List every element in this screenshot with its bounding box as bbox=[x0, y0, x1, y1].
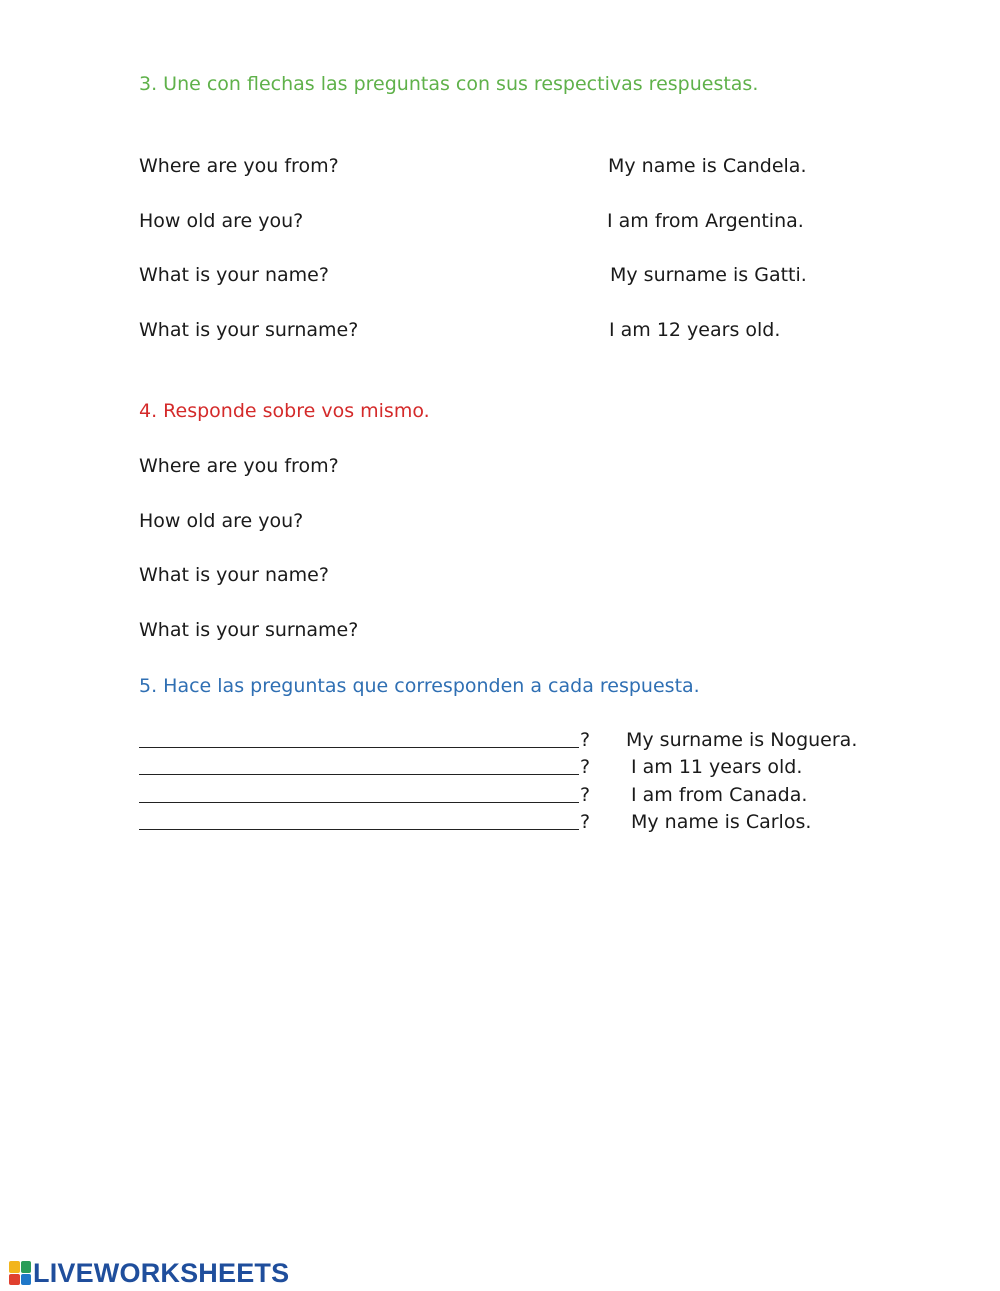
answer-blank-1[interactable] bbox=[139, 747, 579, 748]
section3-heading: 3. Une con flechas las preguntas con sus respectivas respuestas. bbox=[139, 73, 759, 95]
answer-blank-3[interactable] bbox=[139, 802, 579, 803]
question-mark-1: ? bbox=[580, 729, 591, 751]
section5-answer-1: My surname is Noguera. bbox=[626, 729, 858, 751]
section5-answer-2: I am 11 years old. bbox=[631, 756, 803, 778]
question-mark-2: ? bbox=[580, 756, 591, 778]
liveworksheets-logo bbox=[9, 1257, 290, 1288]
section3-question-4: What is your surname? bbox=[139, 319, 359, 341]
section5-answer-4: My name is Carlos. bbox=[631, 811, 812, 833]
section4-question-3: What is your name? bbox=[139, 564, 329, 586]
section3-question-3: What is your name? bbox=[139, 264, 329, 286]
answer-blank-4[interactable] bbox=[139, 829, 579, 830]
liveworksheets-logo-icon bbox=[9, 1261, 31, 1285]
section3-answer-3: My surname is Gatti. bbox=[610, 264, 807, 286]
answer-blank-2[interactable] bbox=[139, 774, 579, 775]
section3-question-1: Where are you from? bbox=[139, 155, 339, 177]
question-mark-3: ? bbox=[580, 784, 591, 806]
section3-question-2: How old are you? bbox=[139, 210, 304, 232]
section4-heading: 4. Responde sobre vos mismo. bbox=[139, 400, 430, 422]
section4-question-2: How old are you? bbox=[139, 510, 304, 532]
question-mark-4: ? bbox=[580, 811, 591, 833]
section3-answer-1: My name is Candela. bbox=[608, 155, 807, 177]
section4-question-4: What is your surname? bbox=[139, 619, 359, 641]
section4-question-1: Where are you from? bbox=[139, 455, 339, 477]
section5-answer-3: I am from Canada. bbox=[631, 784, 808, 806]
section3-answer-2: I am from Argentina. bbox=[607, 210, 804, 232]
section3-answer-4: I am 12 years old. bbox=[609, 319, 781, 341]
section5-heading: 5. Hace las preguntas que corresponden a cada respuesta. bbox=[139, 675, 700, 697]
brand-name: LIVEWORKSHEETS bbox=[33, 1257, 290, 1288]
